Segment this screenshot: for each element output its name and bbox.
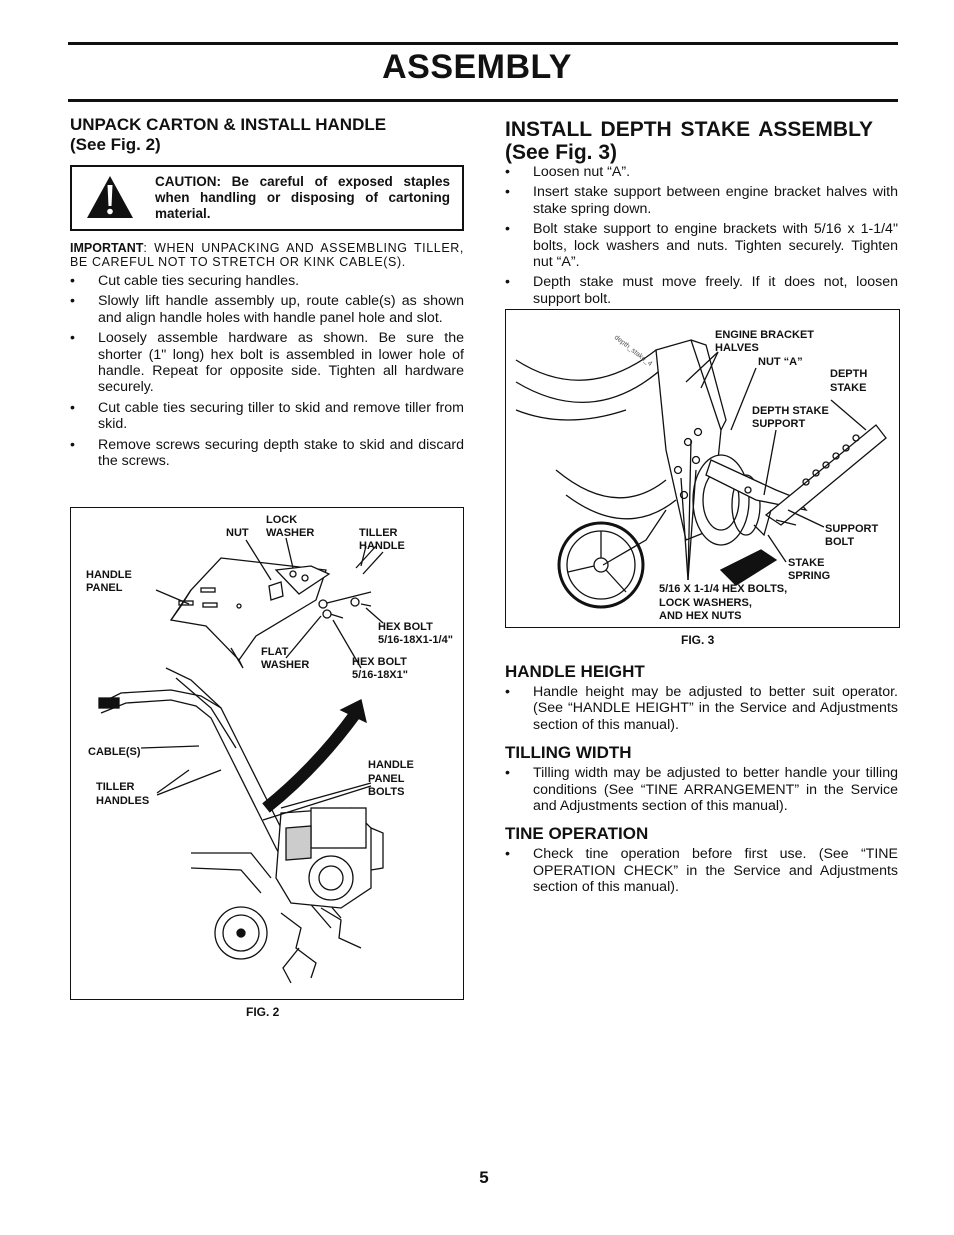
label-hex-bolt-short-2: 5/16-18X1" <box>352 669 408 681</box>
label-hardware-3: AND HEX NUTS <box>659 610 742 622</box>
fig2-box <box>70 507 464 1000</box>
label-depth-stake-1: DEPTH <box>830 368 868 380</box>
list-item: • Depth stake must move freely. If it does not, loosen support bolt. <box>505 274 898 307</box>
list-item: • Loosen nut “A”. <box>505 164 898 180</box>
page-number: 5 <box>479 1168 489 1187</box>
list-item: • Slowly lift handle assembly up, route cable(s) as shown and align handle holes with handle panel hole and slot. <box>70 293 464 326</box>
label-hex-bolt-short-1: HEX BOLT <box>352 656 407 668</box>
right-lower-column <box>505 662 898 900</box>
label-flat-washer-1: FLAT <box>261 646 289 658</box>
label-cables: CABLE(S) <box>88 746 141 758</box>
label-hex-bolt-long-1: HEX BOLT <box>378 621 433 633</box>
list-item: • Bolt stake support to engine brackets with 5/16 x 1-1/4" bolts, lock washers and nuts. Tighten securely. Tighten nut “A”. <box>505 221 898 270</box>
label-stake-support-2: SUPPORT <box>752 418 806 430</box>
label-tiller-handles-1: TILLER <box>96 781 135 793</box>
depth-stake-steps <box>505 164 898 307</box>
unpack-heading <box>70 115 464 155</box>
depth-stake-illustration <box>506 310 899 627</box>
label-handle-panel-1: HANDLE <box>86 569 132 581</box>
label-stake-spring-1: STAKE <box>788 557 825 569</box>
label-lock-washer-2: WASHER <box>266 527 315 539</box>
list-item: • Loosely assemble hardware as shown. Be sure the shorter (1" long) hex bolt is assembled in lower hole of handle. Repeat for opposite side. Tighten all hardware securely. <box>70 330 464 396</box>
handle-height-list <box>505 684 898 733</box>
caution-box <box>70 165 464 231</box>
tine-operation-list <box>505 846 898 895</box>
label-engine-bracket-2: HALVES <box>715 342 759 354</box>
tilling-width-list <box>505 765 898 814</box>
label-stake-spring-2: SPRING <box>788 570 831 582</box>
important-label: IMPORTANT <box>70 241 144 255</box>
label-support-bolt-2: BOLT <box>825 536 855 548</box>
label-nut-a: NUT “A” <box>758 356 803 368</box>
unpack-heading-line1: UNPACK CARTON & INSTALL HANDLE <box>70 115 387 134</box>
label-panel-bolts-1: HANDLE <box>368 759 414 771</box>
list-item: • Tilling width may be adjusted to better handle your tilling conditions (See “TINE ARRANGEMENT” in the Service and Adjustments section of this manual). <box>505 765 898 814</box>
caution-text: CAUTION: Be careful of exposed staples when handling or disposing of cartoning material. <box>155 174 450 221</box>
fig3-box <box>505 309 900 628</box>
label-hardware-1: 5/16 X 1-1/4 HEX BOLTS, <box>659 583 788 595</box>
important-text: : WHEN UNPACKING AND ASSEMBLING TILLER, BE CAREFUL NOT TO STRETCH OR KINK CABLE(S). <box>70 241 464 269</box>
label-tiller-handle-1: TILLER <box>359 527 398 539</box>
label-hex-bolt-long-2: 5/16-18X1-1/4" <box>378 634 453 646</box>
label-flat-washer-2: WASHER <box>261 659 310 671</box>
depth-stake-heading <box>505 118 898 164</box>
list-item: • Cut cable ties securing handles. <box>70 273 464 289</box>
label-engine-bracket-1: ENGINE BRACKET <box>715 329 815 341</box>
top-rule <box>68 42 898 45</box>
label-lock-washer-1: LOCK <box>266 514 298 526</box>
label-hardware-2: LOCK WASHERS, <box>659 597 752 609</box>
handle-height-heading: HANDLE HEIGHT <box>505 662 645 681</box>
fig2-caption: FIG. 2 <box>246 1005 280 1019</box>
tine-operation-heading: TINE OPERATION <box>505 824 649 844</box>
right-column <box>505 118 898 311</box>
fig3-caption: FIG. 3 <box>681 633 715 647</box>
bottom-rule <box>68 99 898 102</box>
depth-stake-heading-line2: (See Fig. 3) <box>505 141 618 164</box>
page-title: ASSEMBLY <box>382 48 572 86</box>
label-nut: NUT <box>226 527 249 539</box>
label-support-bolt-1: SUPPORT <box>825 523 879 535</box>
unpack-steps <box>70 273 464 469</box>
label-depth-stake-2: STAKE <box>830 382 867 394</box>
label-tiller-handles-2: HANDLES <box>96 795 150 807</box>
label-tiller-handle-2: HANDLE <box>359 540 405 552</box>
list-item: • Insert stake support between engine bracket halves with stake spring down. <box>505 184 898 217</box>
depth-stake-heading-line1: INSTALL DEPTH STAKE ASSEMBLY <box>505 118 873 141</box>
label-panel-bolts-3: BOLTS <box>368 786 405 798</box>
label-panel-bolts-2: PANEL <box>368 773 405 785</box>
unpack-heading-line2: (See Fig. 2) <box>70 135 161 154</box>
list-item: • Remove screws securing depth stake to skid and discard the screws. <box>70 437 464 470</box>
important-note <box>70 241 464 269</box>
list-item: • Cut cable ties securing tiller to skid and remove tiller from skid. <box>70 400 464 433</box>
label-handle-panel-2: PANEL <box>86 582 123 594</box>
tilling-width-heading: TILLING WIDTH <box>505 743 632 763</box>
label-stake-support-1: DEPTH STAKE <box>752 405 829 417</box>
list-item: • Check tine operation before first use. (See “TINE OPERATION CHECK” in the Service and Adjustments section of this manual). <box>505 846 898 895</box>
fig3-watermark: depth_stake_4 <box>612 334 654 368</box>
list-item: • Handle height may be adjusted to better suit operator. (See “HANDLE HEIGHT” in the Service and Adjustments section of this manual). <box>505 684 898 733</box>
left-column <box>70 115 464 473</box>
warning-triangle-icon <box>86 175 134 219</box>
